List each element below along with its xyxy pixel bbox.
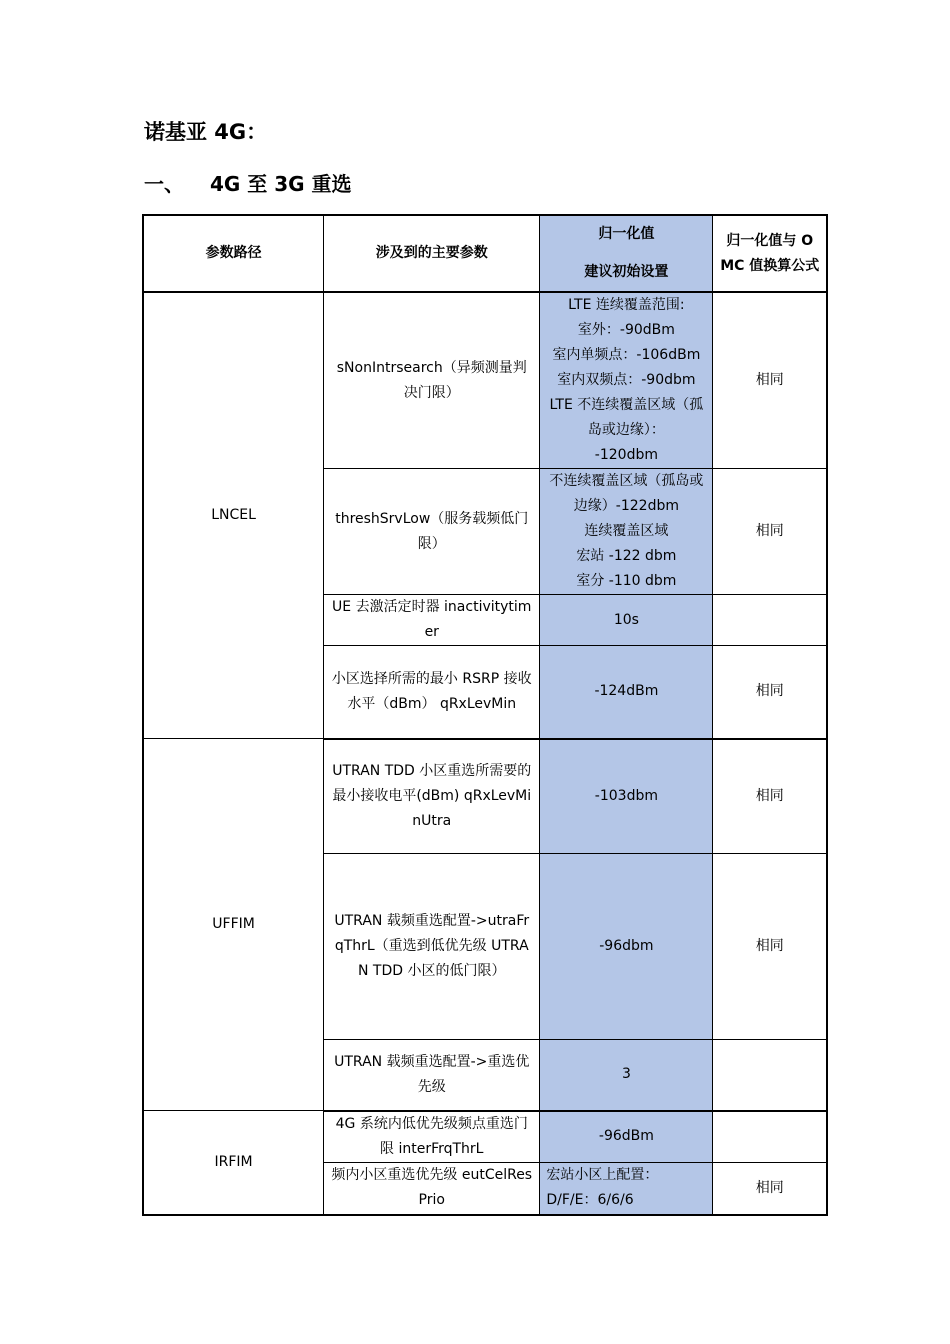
param-cell: UTRAN TDD 小区重选所需要的最小接收电平(dBm) qRxLevMinUtra	[324, 739, 540, 854]
value-cell: 3	[540, 1040, 713, 1111]
value-line: 室内双频点：-90dbm	[557, 372, 696, 388]
param-cell: sNonIntrsearch（异频测量判决门限）	[324, 292, 540, 469]
omc-cell: 相同	[713, 646, 827, 739]
table-row	[143, 292, 827, 469]
value-line: 宏站 -122 dbm	[576, 548, 677, 564]
value-cell	[540, 1163, 713, 1215]
value-line: LTE 连续覆盖范围:	[568, 297, 685, 313]
omc-cell: 相同	[713, 469, 827, 595]
value-cell	[540, 469, 713, 595]
parameter-table	[142, 214, 828, 1216]
page-title: 诺基亚 4G：	[144, 120, 268, 144]
value-cell: 10s	[540, 595, 713, 646]
header-path: 参数路径	[143, 215, 324, 292]
value-line: 室外：-90dBm	[577, 322, 675, 338]
omc-cell	[713, 1040, 827, 1111]
param-cell: 频内小区重选优先级 eutCelResPrio	[324, 1163, 540, 1215]
value-line: D/F/E：6/6/6	[546, 1192, 634, 1209]
omc-cell: 相同	[713, 739, 827, 854]
param-cell: UTRAN 载频重选配置->utraFrqThrL（重选到低优先级 UTRAN TDD 小区的低门限）	[324, 854, 540, 1040]
section-heading	[144, 168, 352, 197]
omc-cell	[713, 595, 827, 646]
value-line: 室内单频点：-106dBm	[552, 347, 701, 363]
value-cell: -96dbm	[540, 854, 713, 1040]
value-cell: -124dBm	[540, 646, 713, 739]
value-line: -120dbm	[594, 447, 658, 463]
value-cell: -96dBm	[540, 1111, 713, 1163]
omc-cell: 相同	[713, 854, 827, 1040]
omc-cell	[713, 1111, 827, 1163]
value-line: 宏站小区上配置：	[546, 1167, 659, 1184]
param-cell: threshSrvLow（服务载频低门限）	[324, 469, 540, 595]
table-row	[143, 739, 827, 854]
omc-cell: 相同	[713, 292, 827, 469]
table-row	[143, 1111, 827, 1163]
value-cell: -103dbm	[540, 739, 713, 854]
param-cell: UTRAN 载频重选配置->重选优先级	[324, 1040, 540, 1111]
table-header-row	[143, 215, 827, 292]
value-cell	[540, 292, 713, 469]
header-normalized-line1: 归一化值	[598, 226, 655, 242]
param-cell: UE 去激活定时器 inactivitytimer	[324, 595, 540, 646]
header-omc: 归一化值与 OMC 值换算公式	[713, 215, 827, 292]
header-param: 涉及到的主要参数	[324, 215, 540, 292]
value-line: LTE 不连续覆盖区域（孤岛或边缘）：	[549, 397, 704, 438]
path-cell: UFFIM	[143, 739, 324, 1111]
header-normalized	[540, 215, 713, 292]
omc-cell: 相同	[713, 1163, 827, 1215]
section-number: 一、	[144, 172, 184, 196]
value-line: 连续覆盖区域	[584, 523, 669, 539]
section-title: 4G 至 3G 重选	[210, 172, 352, 196]
param-cell: 4G 系统内低优先级频点重选门限 interFrqThrL	[324, 1111, 540, 1163]
path-cell: LNCEL	[143, 292, 324, 739]
value-line: 室分 -110 dbm	[576, 573, 677, 589]
header-normalized-line2: 建议初始设置	[584, 264, 669, 280]
value-line: 不连续覆盖区域（孤岛或边缘）-122dbm	[549, 473, 704, 514]
path-cell: IRFIM	[143, 1111, 324, 1215]
param-cell: 小区选择所需的最小 RSRP 接收水平（dBm） qRxLevMin	[324, 646, 540, 739]
